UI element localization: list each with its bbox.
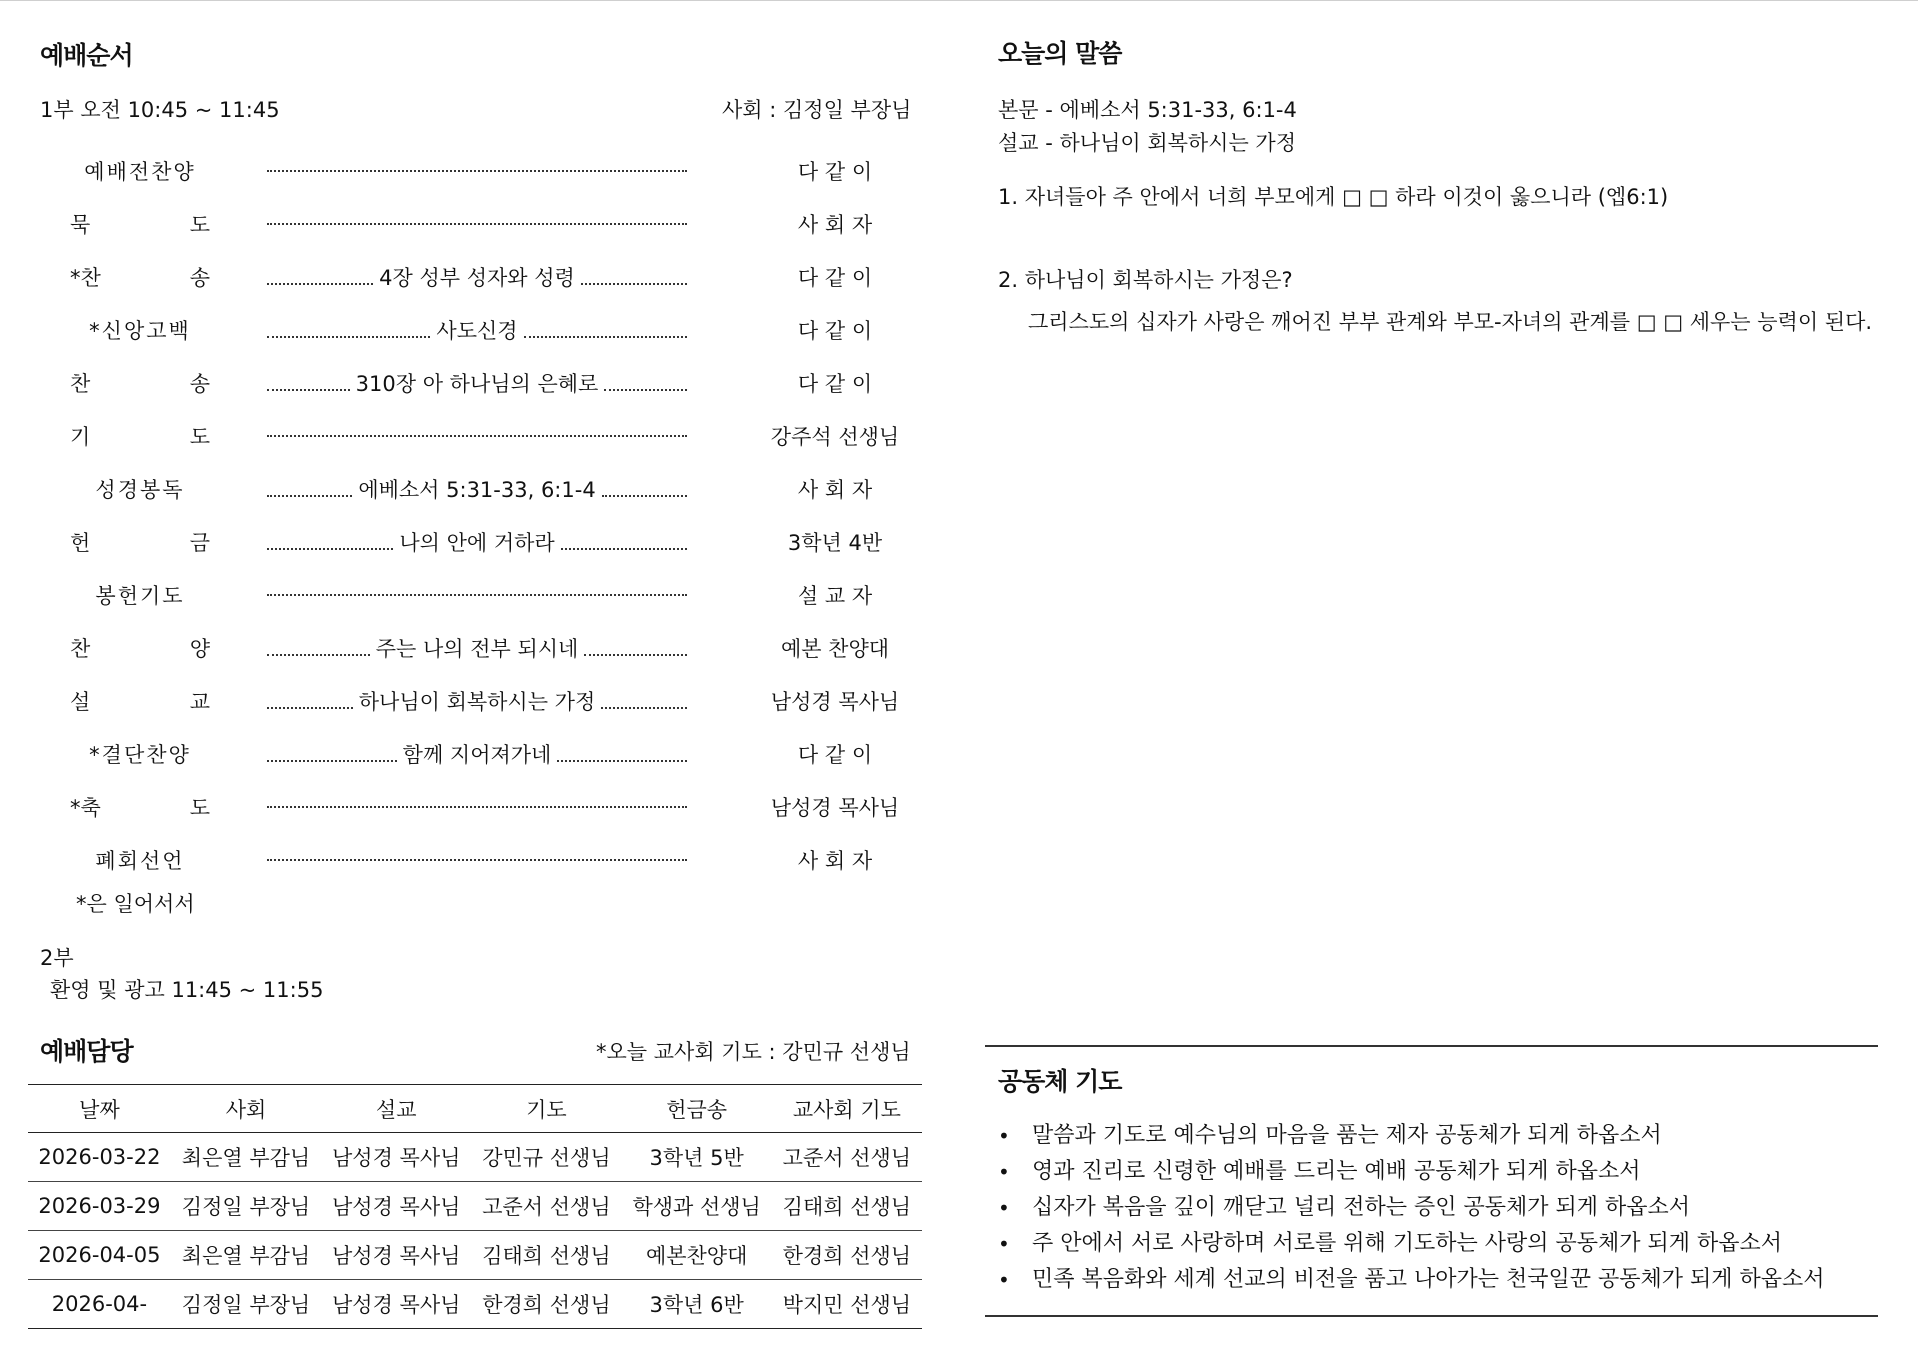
order-item-person: 사 회 자: [797, 213, 873, 237]
col-header: 기도: [471, 1085, 621, 1133]
prayer-bottom-divider: [985, 1315, 1878, 1317]
table-cell: 김정일 부장님: [171, 1182, 321, 1231]
order-item: [70, 739, 950, 775]
dot-leader: [267, 845, 687, 861]
order-item-name: [70, 527, 210, 557]
order-item: [70, 580, 950, 616]
community-prayer-title: 공동체 기도: [998, 1067, 1122, 1096]
order-item: [70, 633, 950, 669]
table-cell: 고준서 선생님: [471, 1182, 621, 1231]
order-item-name: *결단찬양: [89, 743, 191, 767]
order-item-name-part: 송: [189, 372, 210, 396]
table-row: [28, 1231, 922, 1280]
order-item-name-part: 묵: [70, 213, 91, 237]
order-item-name-part: 도: [189, 796, 210, 820]
table-cell: 2026-03-22: [28, 1133, 171, 1182]
bullet-icon: •: [998, 1196, 1010, 1220]
part1-time: 1부 오전 10:45 ~ 11:45: [40, 98, 280, 122]
table-cell: 남성경 목사님: [321, 1231, 471, 1280]
order-item-leader: [267, 262, 687, 292]
table-cell: 남성경 목사님: [321, 1133, 471, 1182]
table-cell: 한경희 선생님: [471, 1280, 621, 1329]
table-cell: 최은열 부감님: [171, 1231, 321, 1280]
top-divider: [0, 0, 1918, 1]
order-item-name-part: 금: [189, 531, 210, 555]
order-item-leader: [267, 633, 687, 663]
order-item-leader: [267, 686, 687, 716]
order-item-leader: [267, 315, 687, 345]
order-item-name: 예배전찬양: [84, 160, 196, 184]
order-item-detail: 4장 성부 성자와 성령: [379, 266, 575, 290]
order-item: [70, 209, 950, 245]
order-item-name-part: 찬: [70, 637, 91, 661]
prayer-text: 주 안에서 서로 사랑하며 서로를 위해 기도하는 사랑의 공동체가 되게 하옵소서: [1032, 1231, 1782, 1256]
table-cell: 김태희 선생님: [471, 1231, 621, 1280]
prayer-text: 십자가 복음을 깊이 깨닫고 널리 전하는 증인 공동체가 되게 하옵소서: [1032, 1195, 1690, 1220]
order-item-leader: [267, 792, 687, 808]
dot-leader: [267, 156, 687, 172]
order-item-person: 남성경 목사님: [770, 690, 900, 714]
col-header: 날짜: [28, 1085, 171, 1133]
order-item: [70, 686, 950, 722]
bullet-icon: •: [998, 1160, 1010, 1184]
dot-leader: [267, 640, 370, 656]
table-cell: 김태희 선생님: [772, 1182, 922, 1231]
order-item-name: [70, 792, 210, 822]
order-item: [70, 845, 950, 881]
table-cell: 김정일 부장님: [171, 1280, 321, 1329]
order-item-name-part: 도: [189, 425, 210, 449]
order-item-detail: 주는 나의 전부 되시네: [375, 637, 579, 661]
order-item-leader: [267, 421, 687, 437]
table-cell: 박지민 선생님: [772, 1280, 922, 1329]
order-item-name: 봉헌기도: [95, 584, 185, 608]
bullet-icon: •: [998, 1124, 1010, 1148]
dot-leader: [557, 746, 687, 762]
bullet-icon: •: [998, 1268, 1010, 1292]
order-item-person: 설 교 자: [797, 584, 873, 608]
list-item: [998, 1118, 1825, 1154]
dot-leader: [561, 534, 687, 550]
prayer-text: 말씀과 기도로 예수님의 마음을 품는 제자 공동체가 되게 하옵소서: [1032, 1123, 1662, 1148]
stand-note: *은 일어서서: [76, 892, 195, 916]
col-header: 헌금송: [622, 1085, 772, 1133]
col-header: 설교: [321, 1085, 471, 1133]
table-row: [28, 1133, 922, 1182]
list-item: [998, 1226, 1825, 1262]
order-item-person: 예본 찬양대: [780, 637, 890, 661]
question-2: 2. 하나님이 회복하시는 가정은?: [998, 268, 1293, 292]
order-item-person: 사 회 자: [797, 849, 873, 873]
table-cell: 2026-04-: [28, 1280, 171, 1329]
dot-leader: [581, 269, 687, 285]
order-item-name-part: 도: [189, 213, 210, 237]
dot-leader: [267, 534, 393, 550]
order-item: [70, 474, 950, 510]
scripture-reference: 본문 - 에베소서 5:31-33, 6:1-4: [998, 98, 1297, 122]
col-header: 사회: [171, 1085, 321, 1133]
order-item-name-part: *축: [70, 796, 101, 820]
order-item-name-part: 양: [189, 637, 210, 661]
order-item-leader: [267, 580, 687, 596]
dot-leader: [267, 269, 373, 285]
table-cell: 최은열 부감님: [171, 1133, 321, 1182]
order-item-name-part: 송: [189, 266, 210, 290]
dot-leader: [267, 746, 397, 762]
dot-leader: [267, 580, 687, 596]
order-item-name: [70, 368, 210, 398]
list-item: [998, 1154, 1825, 1190]
order-item-detail: 함께 지어져가네: [402, 743, 552, 767]
duty-title: 예배담당: [40, 1037, 133, 1066]
duty-table: [28, 1084, 922, 1329]
order-item-person: 다 같 이: [797, 319, 873, 343]
part2-label: 2부: [40, 946, 74, 970]
dot-leader: [267, 421, 687, 437]
question-2-answer: 그리스도의 십자가 사랑은 깨어진 부부 관계와 부모-자녀의 관계를 □ □ 세우는 능력이 된다.: [1028, 310, 1873, 334]
worship-order-title: 예배순서: [40, 41, 133, 70]
order-item: [70, 262, 950, 298]
order-item-name: [70, 686, 210, 716]
dot-leader: [267, 481, 352, 497]
order-item: [70, 527, 950, 563]
order-item-person: 남성경 목사님: [770, 796, 900, 820]
order-item-name: 폐회선언: [95, 849, 185, 873]
dot-leader: [602, 481, 687, 497]
order-item-leader: [267, 209, 687, 225]
order-item-leader: [267, 739, 687, 769]
order-item: [70, 156, 950, 192]
table-header-row: [28, 1085, 922, 1133]
order-item-person: 다 같 이: [797, 372, 873, 396]
order-item-leader: [267, 527, 687, 557]
dot-leader: [267, 322, 430, 338]
table-cell: 한경희 선생님: [772, 1231, 922, 1280]
table-cell: 2026-03-29: [28, 1182, 171, 1231]
sermon-title: 설교 - 하나님이 회복하시는 가정: [998, 131, 1296, 155]
order-item-leader: [267, 474, 687, 504]
order-item-name-part: 찬: [70, 372, 91, 396]
order-item: [70, 368, 950, 404]
order-item-detail: 나의 안에 거하라: [399, 531, 555, 555]
dot-leader: [601, 693, 687, 709]
order-item-name: [70, 421, 210, 451]
part2-time: 환영 및 광고 11:45 ~ 11:55: [50, 978, 324, 1002]
order-item-person: 다 같 이: [797, 160, 873, 184]
order-item-leader: [267, 845, 687, 861]
order-item-detail: 사도신경: [436, 319, 518, 343]
dot-leader: [267, 792, 687, 808]
table-cell: 남성경 목사님: [321, 1280, 471, 1329]
order-item-name-part: *찬: [70, 266, 101, 290]
prayer-text: 민족 복음화와 세계 선교의 비전을 품고 나아가는 천국일꾼 공동체가 되게 하옵소서: [1032, 1267, 1825, 1292]
order-item-name-part: 기: [70, 425, 91, 449]
order-item: [70, 315, 950, 351]
order-item-name: 성경봉독: [95, 478, 185, 502]
order-item-name-part: 헌: [70, 531, 91, 555]
today-word-title: 오늘의 말씀: [998, 39, 1122, 68]
order-item: [70, 792, 950, 828]
table-cell: 고준서 선생님: [772, 1133, 922, 1182]
order-item-person: 사 회 자: [797, 478, 873, 502]
dot-leader: [524, 322, 687, 338]
order-item-person: 다 같 이: [797, 266, 873, 290]
dot-leader: [267, 375, 350, 391]
dot-leader: [604, 375, 687, 391]
order-item-leader: [267, 368, 687, 398]
order-item-name: [70, 262, 210, 292]
table-cell: 학생과 선생님: [622, 1182, 772, 1231]
prayer-text: 영과 진리로 신령한 예배를 드리는 예배 공동체가 되게 하옵소서: [1032, 1159, 1641, 1184]
part1-host: 사회 : 김정일 부장님: [722, 98, 912, 122]
table-row: [28, 1280, 922, 1329]
dot-leader: [584, 640, 687, 656]
table-cell: 2026-04-05: [28, 1231, 171, 1280]
table-cell: 남성경 목사님: [321, 1182, 471, 1231]
order-item-detail: 310장 아 하나님의 은혜로: [355, 372, 599, 396]
prayer-list: [998, 1118, 1825, 1298]
order-item-name: *신앙고백: [89, 319, 191, 343]
list-item: [998, 1190, 1825, 1226]
dot-leader: [267, 209, 687, 225]
dot-leader: [267, 693, 353, 709]
table-row: [28, 1182, 922, 1231]
table-cell: 3학년 5반: [622, 1133, 772, 1182]
order-item-name-part: 설: [70, 690, 91, 714]
order-item-name-part: 교: [189, 690, 210, 714]
order-item-person: 3학년 4반: [787, 531, 883, 555]
bullet-icon: •: [998, 1232, 1010, 1256]
prayer-top-divider: [985, 1045, 1878, 1047]
order-item-leader: [267, 156, 687, 172]
list-item: [998, 1262, 1825, 1298]
order-item-detail: 에베소서 5:31-33, 6:1-4: [358, 478, 596, 502]
table-cell: 강민규 선생님: [471, 1133, 621, 1182]
col-header: 교사회 기도: [772, 1085, 922, 1133]
order-item: [70, 421, 950, 457]
teacher-prayer-note: *오늘 교사회 기도 : 강민규 선생님: [596, 1040, 911, 1064]
question-1: 1. 자녀들아 주 안에서 너희 부모에게 □ □ 하라 이것이 옳으니라 (엡6:1): [998, 185, 1669, 209]
table-cell: 예본찬양대: [622, 1231, 772, 1280]
order-item-person: 다 같 이: [797, 743, 873, 767]
order-item-name: [70, 633, 210, 663]
order-item-name: [70, 209, 210, 239]
order-item-detail: 하나님이 회복하시는 가정: [358, 690, 596, 714]
table-cell: 3학년 6반: [622, 1280, 772, 1329]
order-item-person: 강주석 선생님: [770, 425, 900, 449]
